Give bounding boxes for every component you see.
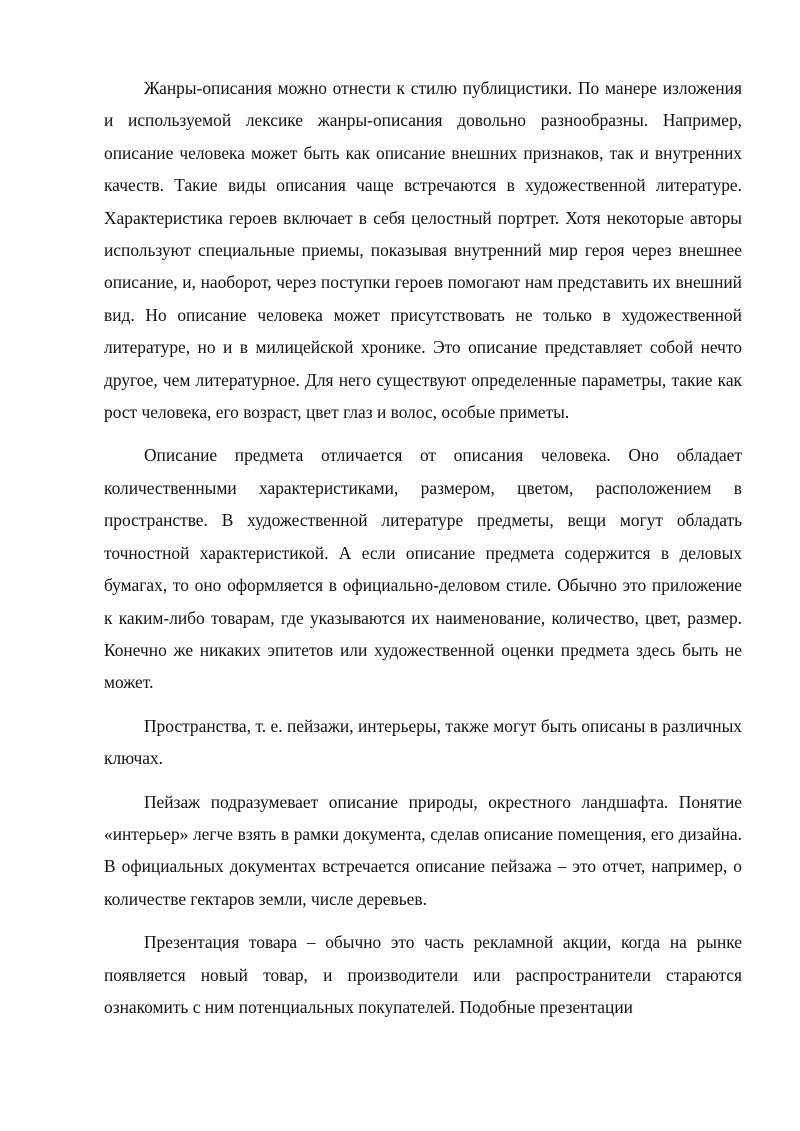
paragraph-spaces: Пространства, т. е. пейзажи, интерьеры, также могут быть описаны в различных ключах. xyxy=(104,715,742,769)
paragraph-product-presentation: Презентация товара – обычно это часть рекламной акции, когда на рынке появляется новый товар, и производители или распространители стараются ознакомить с ним потенциальных покупателей. Подобные презентации xyxy=(104,932,742,1017)
paragraph-genres-description: Жанры-описания можно отнести к стилю публицистики. По манере изложения и используемой лексике жанры-описания довольно разнообразны. Например, описание человека может быть как описание внешних признаков, так и внутренних качеств. Такие виды описания чаще встречаются в художественной литературе. Характеристика героев включает в себя целостный портрет. Хотя некоторые авторы используют специальные приемы, показывая внутренний мир героя через внешнее описание, и, наоборот, через поступки героев помогают нам представить их внешний вид. Но описание человека может присутствовать не только в художественной литературе, но и в милицейской хронике. Это описание представляет собой нечто другое, чем литературное. Для него существуют определенные параметры, такие как рост человека, его возраст, цвет глаз и волос, особые приметы. xyxy=(104,78,742,423)
paragraph-landscape: Пейзаж подразумевает описание природы, окрестного ландшафта. Понятие «интерьер» легче взять в рамки документа, сделав описание помещения, его дизайна. В официальных документах встречается описание пейзажа – это отчет, например, о количестве гектаров земли, числе деревьев. xyxy=(104,791,742,909)
paragraph-object-description: Описание предмета отличается от описания человека. Оно обладает количественными характеристиками, размером, цветом, расположением в пространстве. В художественной литературе предметы, вещи могут обладать точностной характеристикой. А если описание предмета содержится в деловых бумагах, то оно оформляется в официально-деловом стиле. Обычно это приложение к каким-либо товарам, где указываются их наименование, количество, цвет, размер. Конечно же никаких эпитетов или художественной оценки предмета здесь быть не может. xyxy=(104,445,742,693)
body-text xyxy=(104,72,742,1034)
